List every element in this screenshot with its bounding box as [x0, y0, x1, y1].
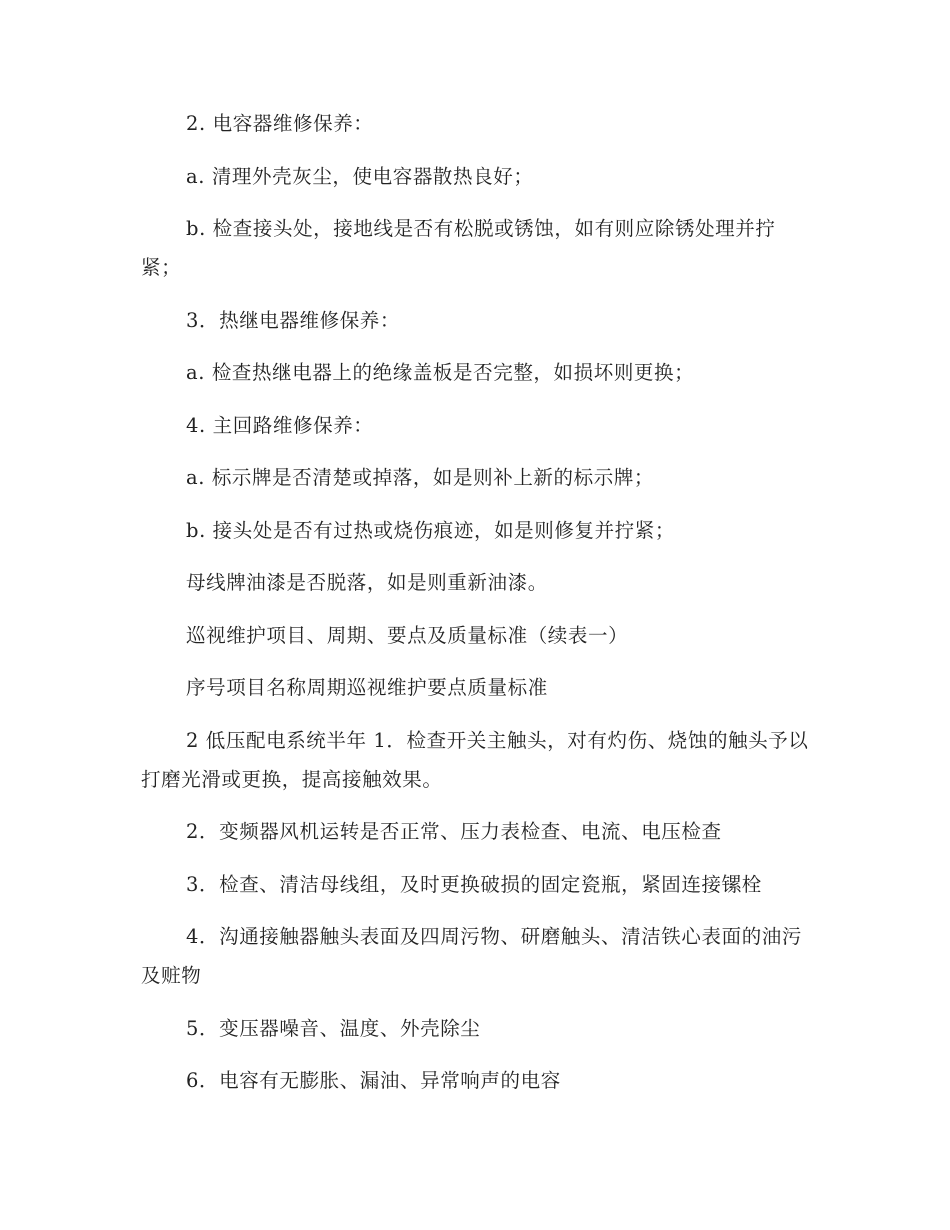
paragraph-capacitor-heading: 2. 电容器维修保养：: [186, 112, 374, 135]
paragraph-table-title: 巡视维护项目、周期、要点及质量标准（续表一）: [186, 623, 629, 647]
paragraph-low-voltage-item-3: 3．检查、清洁母线组，及时更换破损的固定瓷瓶，紧固连接镙栓: [186, 872, 762, 896]
paragraph-low-voltage-item-2: 2．变频器风机运转是否正常、压力表检查、电流、电压检查: [186, 820, 722, 843]
paragraph-main-circuit-heading: 4. 主回路维修保养：: [186, 413, 374, 437]
document-body: [141, 104, 811, 1100]
paragraph-low-voltage-item-4: 4．沟通接触器触头表面及四周污物、研磨触头、清洁铁心表面的油污及赃物: [141, 925, 803, 987]
paragraph-low-voltage-item-6: 6．电容有无膨胀、漏油、异常响声的电容: [186, 1069, 561, 1092]
paragraph-thermal-relay-heading: 3．热继电器维修保养：: [186, 308, 401, 332]
paragraph-low-voltage-item-1: 2 低压配电系统半年 1．检查开关主触头，对有灼伤、烧蚀的触头予以打磨光滑或更换，提高接触效果。: [141, 728, 809, 791]
paragraph-capacitor-a: a. 清理外壳灰尘，使电容器散热良好；: [186, 164, 534, 188]
paragraph-busbar-paint: 母线牌油漆是否脱落，如是则重新油漆。: [186, 571, 548, 594]
paragraph-table-header: 序号项目名称周期巡视维护要点质量标准: [186, 676, 548, 699]
paragraph-thermal-relay-a: a. 检查热继电器上的绝缘盖板是否完整，如损坏则更换；: [186, 361, 695, 384]
paragraph-main-circuit-a: a. 标示牌是否清楚或掉落，如是则补上新的标示牌；: [186, 466, 655, 489]
paragraph-low-voltage-item-5: 5．变压器噪音、温度、外壳除尘: [186, 1016, 481, 1040]
paragraph-main-circuit-b: b. 接头处是否有过热或烧伤痕迹，如是则修复并拧紧；: [186, 518, 675, 542]
paragraph-capacitor-b: b. 检查接头处，接地线是否有松脱或锈蚀，如有则应除锈处理并拧紧；: [141, 217, 776, 279]
